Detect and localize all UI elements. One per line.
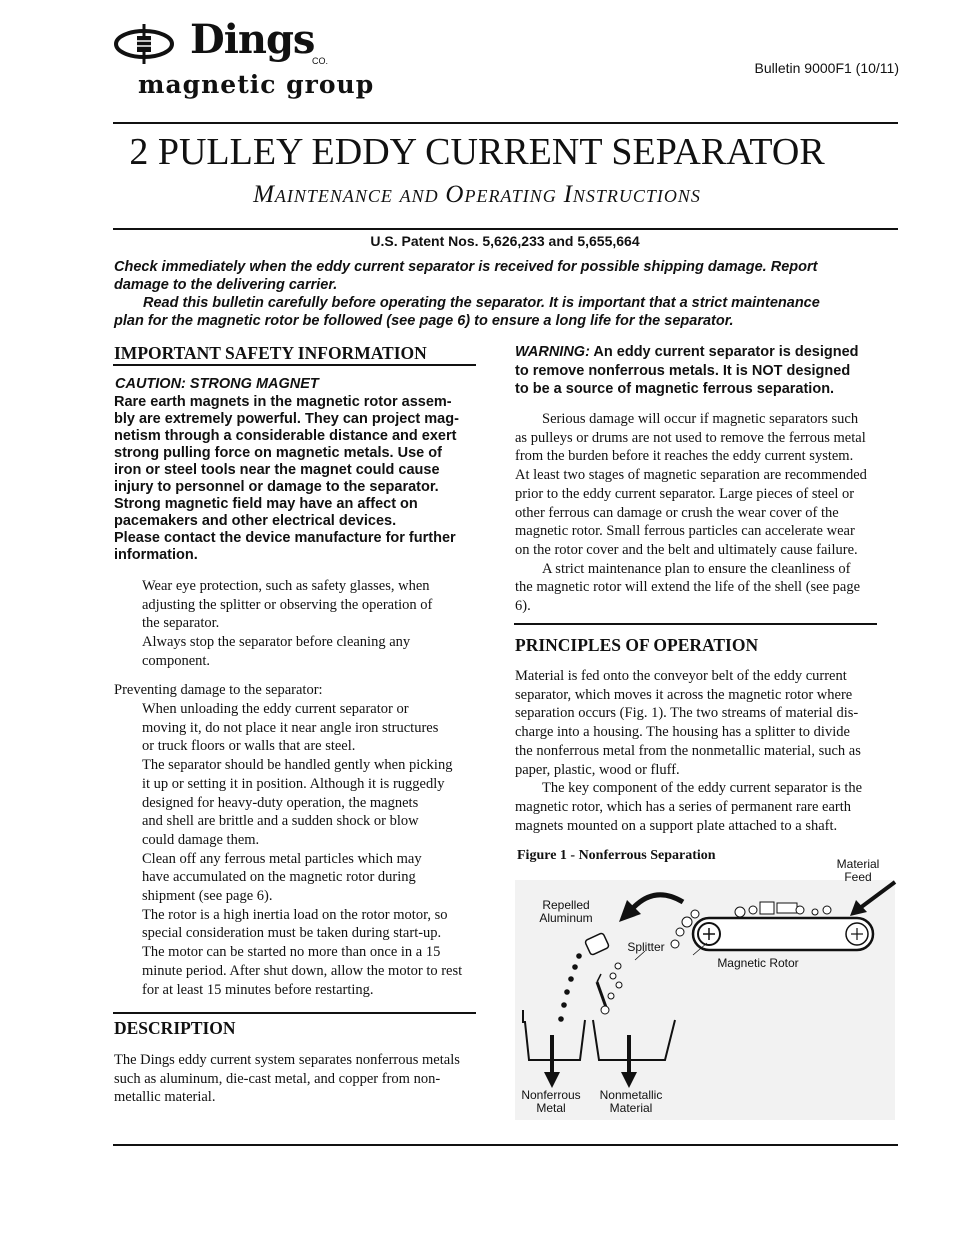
principles-heading: PRINCIPLES OF OPERATION: [515, 635, 759, 655]
subtitle-rule: [113, 228, 898, 230]
description-rule: [113, 1012, 476, 1014]
label-material-feed: Material Feed: [836, 857, 880, 884]
safety-heading-rule: [113, 364, 476, 366]
figure-caption: Figure 1 - Nonferrous Separation: [517, 848, 716, 863]
safety-list: Wear eye protection, such as safety glasses, when adjusting the splitter or observing the operation of the separator. Always stop the separator before cleaning any component.: [142, 578, 433, 669]
logo-co: CO.: [312, 56, 329, 66]
description-heading: DESCRIPTION: [114, 1018, 236, 1038]
warning-block: WARNING: An eddy current separator is designed to remove nonferrous metals. It is NOT designed to be a source of magnetic ferrous separation.: [515, 344, 859, 397]
magnet-logo-icon: [113, 22, 175, 66]
principles-rule: [514, 623, 877, 625]
separator-illustration: [515, 850, 900, 1120]
label-nonferrous-metal: Nonferrous Metal: [521, 1088, 581, 1115]
page-subtitle: MAINTENANCE AND OPERATING INSTRUCTIONS: [253, 181, 701, 208]
logo-subtitle: magnetic group: [138, 70, 375, 99]
preventing-label: Preventing damage to the separator:: [114, 682, 323, 698]
intro-notice: Check immediately when the eddy current separator is received for possible shipping damage. Report damage to the delivering carrier. Read this bulletin carefully before operating the separator. It is important that a strict maintenance plan for the magnetic rotor be followed (see page 6) to ensure a long life for the separator.: [114, 259, 820, 329]
label-nonmetallic-material: Nonmetallic Material: [599, 1088, 663, 1115]
description-text: The Dings eddy current system separates nonferrous metals such as aluminum, die-cast metal, and copper from non- metallic material.: [114, 1052, 460, 1106]
patent-line: U.S. Patent Nos. 5,626,233 and 5,655,664: [370, 233, 640, 249]
safety-heading: IMPORTANT SAFETY INFORMATION: [114, 343, 427, 363]
bulletin-number: Bulletin 9000F1 (10/11): [754, 60, 899, 76]
label-magnetic-rotor: Magnetic Rotor: [717, 956, 799, 970]
caution-label: CAUTION: STRONG MAGNET: [115, 376, 319, 392]
serious-damage-text: Serious damage will occur if magnetic separators such as pulleys or drums are not used to remove the ferrous metal from the burden before it reaches the eddy current system. At least two stages of magnetic separation are recommended prior to the eddy current separator. Large pieces of steel or other ferrous can damage or crush the wear cover of the magnetic rotor. Small ferrous particles can accelerate wear on the rotor cover and the belt and ultimately cause failure. A strict maintenance plan to ensure the cleanliness of the magnetic rotor will extend the life of the shell (see page 6).: [515, 411, 867, 615]
preventing-list: When unloading the eddy current separator or moving it, do not place it near angle iron structures or truck floors or walls that are steel. The separator should be handled gently when picking it up or setting it in position. Although it is ruggedly designed for heavy-duty operation, the magnets and shell are brittle and a sudden shock or blow could damage them. Clean off any ferrous metal particles which may have accumulated on the magnetic rotor during shipment (see page 6). The rotor is a high inertia load on the rotor motor, so special consideration must be taken during start-up. The motor can be started no more than once in a 15 minute period. After shut down, allow the motor to rest for at least 15 minutes before restarting.: [142, 701, 463, 998]
label-splitter: Splitter: [627, 940, 665, 954]
page-title: 2 PULLEY EDDY CURRENT SEPARATOR: [129, 131, 825, 173]
label-repelled-aluminum: Repelled Aluminum: [539, 898, 593, 925]
header-rule: [113, 122, 898, 124]
caution-text: Rare earth magnets in the magnetic rotor assem- bly are extremely powerful. They can project mag- netism through a considerable distance and exert strong pulling force on magnetic metals. Use of iron or steel tools near the magnet could cause injury to personnel or damage to the separator. Strong magnetic field may have an affect on pacemakers and other electrical devices. Please contact the device manufacture for further information.: [114, 394, 459, 563]
footer-rule: [113, 1144, 898, 1146]
logo-word: Dings: [190, 16, 315, 63]
principles-text: Material is fed onto the conveyor belt of the eddy current separator, which moves it across the magnetic rotor where separation occurs (Fig. 1). The two streams of material dis- charge into a housing. The housing has a splitter to divide the nonferrous metal from the nonmetallic material, such as paper, plastic, wood or fluff. The key component of the eddy current separator is the magnetic rotor, which has a series of permanent rare earth magnets mounted on a support plate attached to a shaft.: [515, 668, 863, 834]
